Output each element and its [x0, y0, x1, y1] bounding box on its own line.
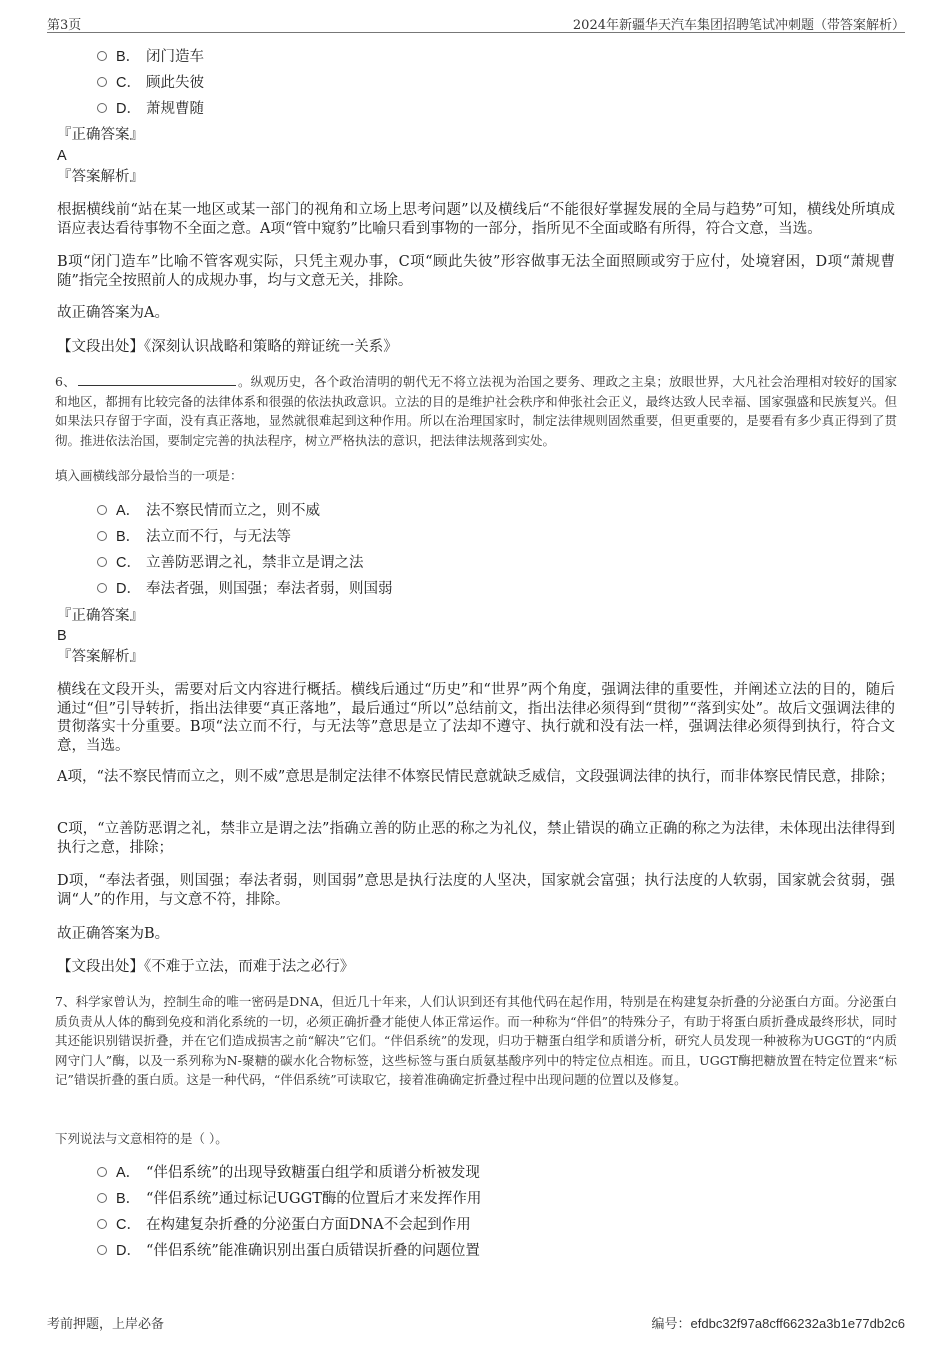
radio-icon[interactable]	[97, 583, 107, 593]
q6-analysis-paragraph: 故正确答案为B。	[57, 926, 170, 942]
q6-analysis-paragraph: 横线在文段开头，需要对后文内容进行概括。横线后通过“历史”和“世界”两个角度，强调法律的重要性，并阐述立法的目的，随后通过“但”引导转折，指出法律要“真正落地”，最后通过“所以”总结前文，指出法律必须得到“贯彻”“落到实处”。故后文强调法律的贯彻落实十分重要。B项“法立而不行，与无法等”意思是立了法却不遵守、执行就和没有法一样，强调法律必须得到执行，符合文意，当选。	[57, 682, 895, 754]
q7-option-b[interactable]: B． “伴侣系统”通过标记UGGT酶的位置后才来发挥作用	[97, 1189, 481, 1209]
q6-option-d[interactable]: D． 奉法者强，则国强；奉法者弱，则国弱	[97, 579, 393, 599]
q6-option-c[interactable]: C． 立善防恶谓之礼，禁非立是谓之法	[97, 553, 364, 573]
document-title: 2024年新疆华天汽车集团招聘笔试冲刺题（带答案解析）	[572, 18, 905, 33]
q6-option-a[interactable]: A． 法不察民情而立之，则不威	[97, 501, 320, 521]
q5-option-b[interactable]: B． 闭门造车	[97, 47, 204, 67]
radio-icon[interactable]	[97, 1219, 107, 1229]
answer-blank	[78, 373, 236, 386]
q5-correct-answer: A	[57, 148, 67, 164]
radio-icon[interactable]	[97, 1167, 107, 1177]
q7-prompt: 下列说法与文意相符的是（ ）。	[55, 1131, 228, 1146]
q6-analysis-label: 『答案解析』	[57, 649, 144, 665]
radio-icon[interactable]	[97, 77, 107, 87]
q5-option-d[interactable]: D． 萧规曹随	[97, 99, 204, 119]
radio-icon[interactable]	[97, 505, 107, 515]
radio-icon[interactable]	[97, 103, 107, 113]
q7-option-c[interactable]: C． 在构建复杂折叠的分泌蛋白方面DNA不会起到作用	[97, 1215, 471, 1235]
radio-icon[interactable]	[97, 557, 107, 567]
footer-slogan: 考前押题，上岸必备	[47, 1317, 165, 1332]
document-code: 编号：efdbc32f97a8cff66232a3b1e77db2c6	[651, 1316, 905, 1331]
radio-icon[interactable]	[97, 1245, 107, 1255]
page-number: 第3页	[47, 18, 82, 33]
q5-analysis-label: 『答案解析』	[57, 169, 144, 185]
q7-question-text: 7、科学家曾认为，控制生命的唯一密码是DNA，但近几十年来，人们认识到还有其他代码在起作用，特别是在构建复杂折叠的分泌蛋白方面。分泌蛋白质负责从人体的酶到免疫和消化系统的一切，必须正确折叠才能使人体正常运作。而一种称为“伴侣”的特殊分子，有助于将蛋白质折叠成最终形状，同时其还能识别错误折叠，并在它们造成损害之前“解决”它们。“伴侣系统”的发现，归功于糖蛋白组学和质谱分析，研究人员发现一种被称为UGGT的“内质网守门人”酶，以及一系列称为N-聚糖的碳水化合物标签，这些标签与蛋白质氨基酸序列中的特定位点相连。而且，UGGT酶把糖放置在特定位置来“标记”错误折叠的蛋白质。这是一种代码，“伴侣系统”可读取它，接着准确确定折叠过程中出现问题的位置以及修复。	[55, 994, 897, 1087]
q6-correct-label: 『正确答案』	[57, 608, 144, 624]
radio-icon[interactable]	[97, 51, 107, 61]
q6-analysis-paragraph: C项，“立善防恶谓之礼，禁非立是谓之法”指确立善的防止恶的称之为礼仪，禁止错误的确立正确的称之为法律，未体现出法律得到执行之意，排除；	[57, 821, 895, 856]
q6-question-text: 6、 。纵观历史，各个政治清明的朝代无不将立法视为治国之要务、理政之主臬；放眼世界，大凡社会治理相对较好的国家和地区，都拥有比较完备的法律体系和很强的依法执政意识。立法的目的是维护社会秩序和伸张社会正义，最终达致人民幸福、国家强盛和民族复兴。但如果法只存留于字面，没有真正落地，显然就很难起到这种作用。所以在治理国家时，制定法律规则固然重要，但更重要的，是要看有多少真正得到了贯彻。推进依法治国，要制定完善的执法程序，树立严格执法的意识，把法律法规落到实处。	[55, 374, 897, 448]
q5-analysis-paragraph: B项“闭门造车”比喻不管客观实际，只凭主观办事，C项“顾此失彼”形容做事无法全面照顾或穷于应付，处境窘困，D项“萧规曹随”指完全按照前人的成规办事，均与文意无关，排除。	[57, 254, 895, 289]
q6-source: 【文段出处】《不难于立法，而难于法之必行》	[57, 959, 355, 975]
q7-option-a[interactable]: A． “伴侣系统”的出现导致糖蛋白组学和质谱分析被发现	[97, 1163, 480, 1183]
q6-analysis-paragraph: D项，“奉法者强，则国强；奉法者弱，则国弱”意思是执行法度的人坚决，国家就会富强；执行法度的人软弱，国家就会贫弱，强调“人”的作用，与文意不符，排除。	[57, 873, 895, 908]
q5-analysis-paragraph: 故正确答案为A。	[57, 305, 169, 321]
q5-analysis-paragraph: 根据横线前“站在某一地区或某一部门的视角和立场上思考问题”以及横线后“不能很好掌握发展的全局与趋势”可知，横线处所填成语应表达看待事物不全面之意。A项“管中窥豹”比喻只看到事物的一部分，指所见不全面或略有所得，符合文意，当选。	[57, 202, 895, 237]
q7-option-d[interactable]: D． “伴侣系统”能准确识别出蛋白质错误折叠的问题位置	[97, 1241, 480, 1261]
radio-icon[interactable]	[97, 531, 107, 541]
q6-prompt: 填入画横线部分最恰当的一项是：	[55, 468, 243, 483]
q6-analysis-paragraph: A项，“法不察民情而立之，则不威”意思是制定法律不体察民情民意就缺乏威信，文段强调法律的执行，而非体察民情民意，排除；	[57, 769, 895, 785]
q5-option-c[interactable]: C． 顾此失彼	[97, 73, 204, 93]
q6-correct-answer: B	[57, 628, 67, 644]
q6-option-b[interactable]: B． 法立而不行，与无法等	[97, 527, 291, 547]
q5-correct-label: 『正确答案』	[57, 127, 144, 143]
page-header	[47, 12, 905, 33]
q5-source: 【文段出处】《深刻认识战略和策略的辩证统一关系》	[57, 339, 398, 355]
radio-icon[interactable]	[97, 1193, 107, 1203]
